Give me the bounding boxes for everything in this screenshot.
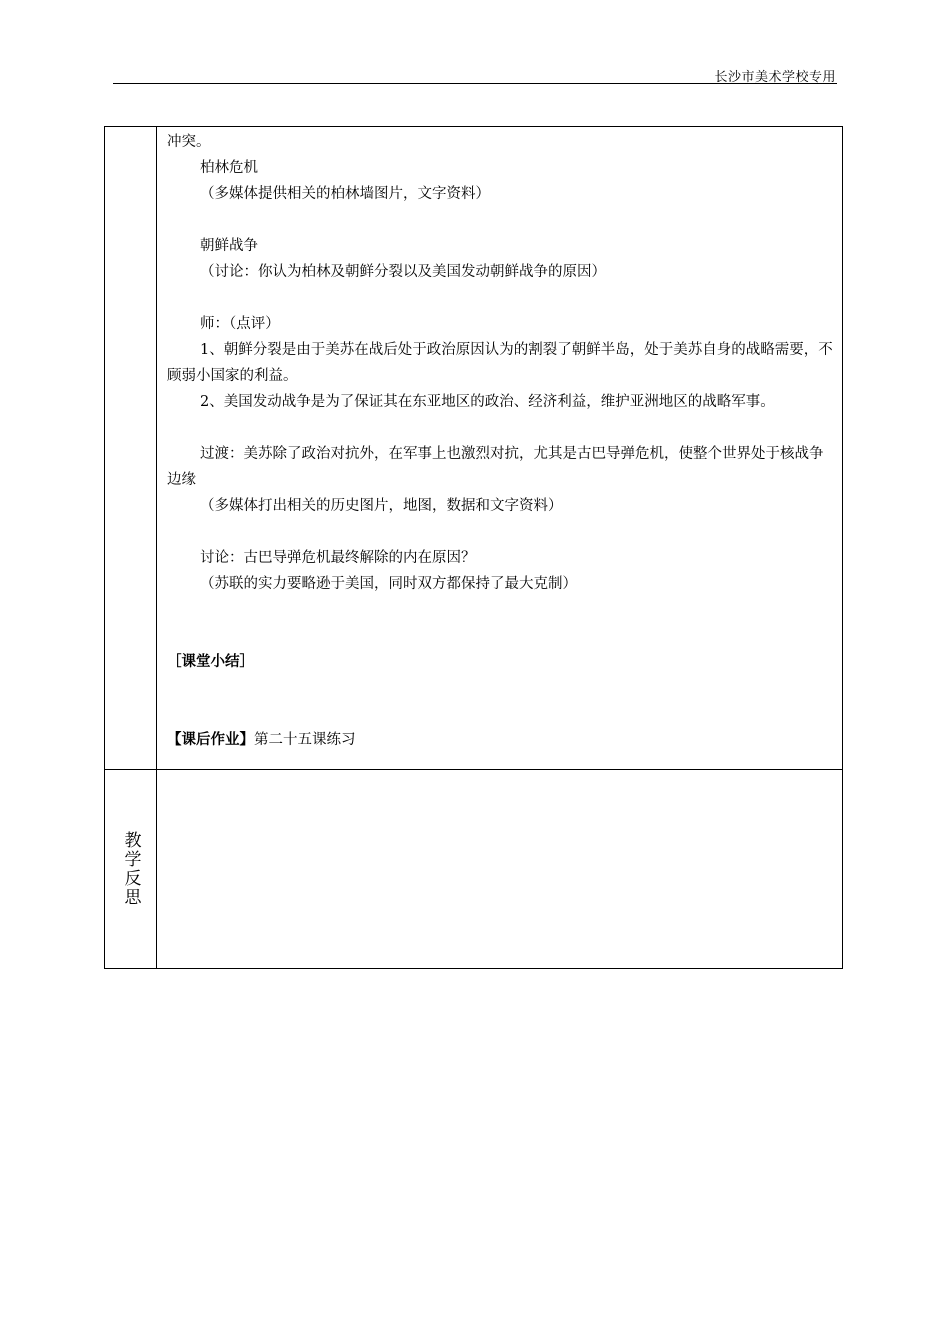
text-line: 冲突。: [167, 134, 211, 150]
homework-heading: 【课后作业】: [167, 731, 254, 748]
header-divider: [113, 83, 837, 84]
content-body: [157, 127, 842, 769]
media-note-berlin: （多媒体提供相关的柏林墙图片，文字资料）: [200, 186, 490, 202]
content-row: [105, 127, 843, 770]
summary-heading: ［课堂小结］: [167, 653, 254, 670]
header-school-name: 长沙市美术学校专用: [714, 70, 836, 85]
teacher-comment: 师：（点评）: [200, 316, 280, 332]
point-2: 2、美国发动战争是为了保证其在东亚地区的政治、经济利益，维护亚洲地区的战略军事。: [200, 394, 775, 410]
section-title-berlin: 柏林危机: [200, 160, 258, 176]
reflection-label: 教学反思: [120, 831, 141, 907]
answer-cuba: （苏联的实力要略逊于美国，同时双方都保持了最大克制）: [200, 576, 577, 592]
transition-text: 过渡：美苏除了政治对抗外，在军事上也激烈对抗，尤其是古巴导弹危机，使整个世界处于核战争边缘: [167, 446, 824, 488]
homework-text: 第二十五课练习: [254, 732, 356, 748]
reflection-content-cell[interactable]: [157, 770, 843, 969]
content-cell: [157, 127, 843, 770]
content-row-label-cell: [105, 127, 157, 770]
lesson-plan-table: [104, 126, 843, 969]
discussion-cuba: 讨论：古巴导弹危机最终解除的内在原因？: [200, 550, 476, 566]
homework-line: [167, 727, 836, 753]
reflection-label-cell: [105, 770, 157, 969]
media-note-cuba: （多媒体打出相关的历史图片，地图，数据和文字资料）: [200, 498, 563, 514]
point-1: 1、朝鲜分裂是由于美苏在战后处于政治原因认为的割裂了朝鲜半岛，处于美苏自身的战略需要，不顾弱小国家的利益。: [167, 342, 833, 384]
discussion-korea: （讨论：你认为柏林及朝鲜分裂以及美国发动朝鲜战争的原因）: [200, 264, 606, 280]
reflection-row: [105, 770, 843, 969]
section-title-korea: 朝鲜战争: [200, 238, 258, 254]
